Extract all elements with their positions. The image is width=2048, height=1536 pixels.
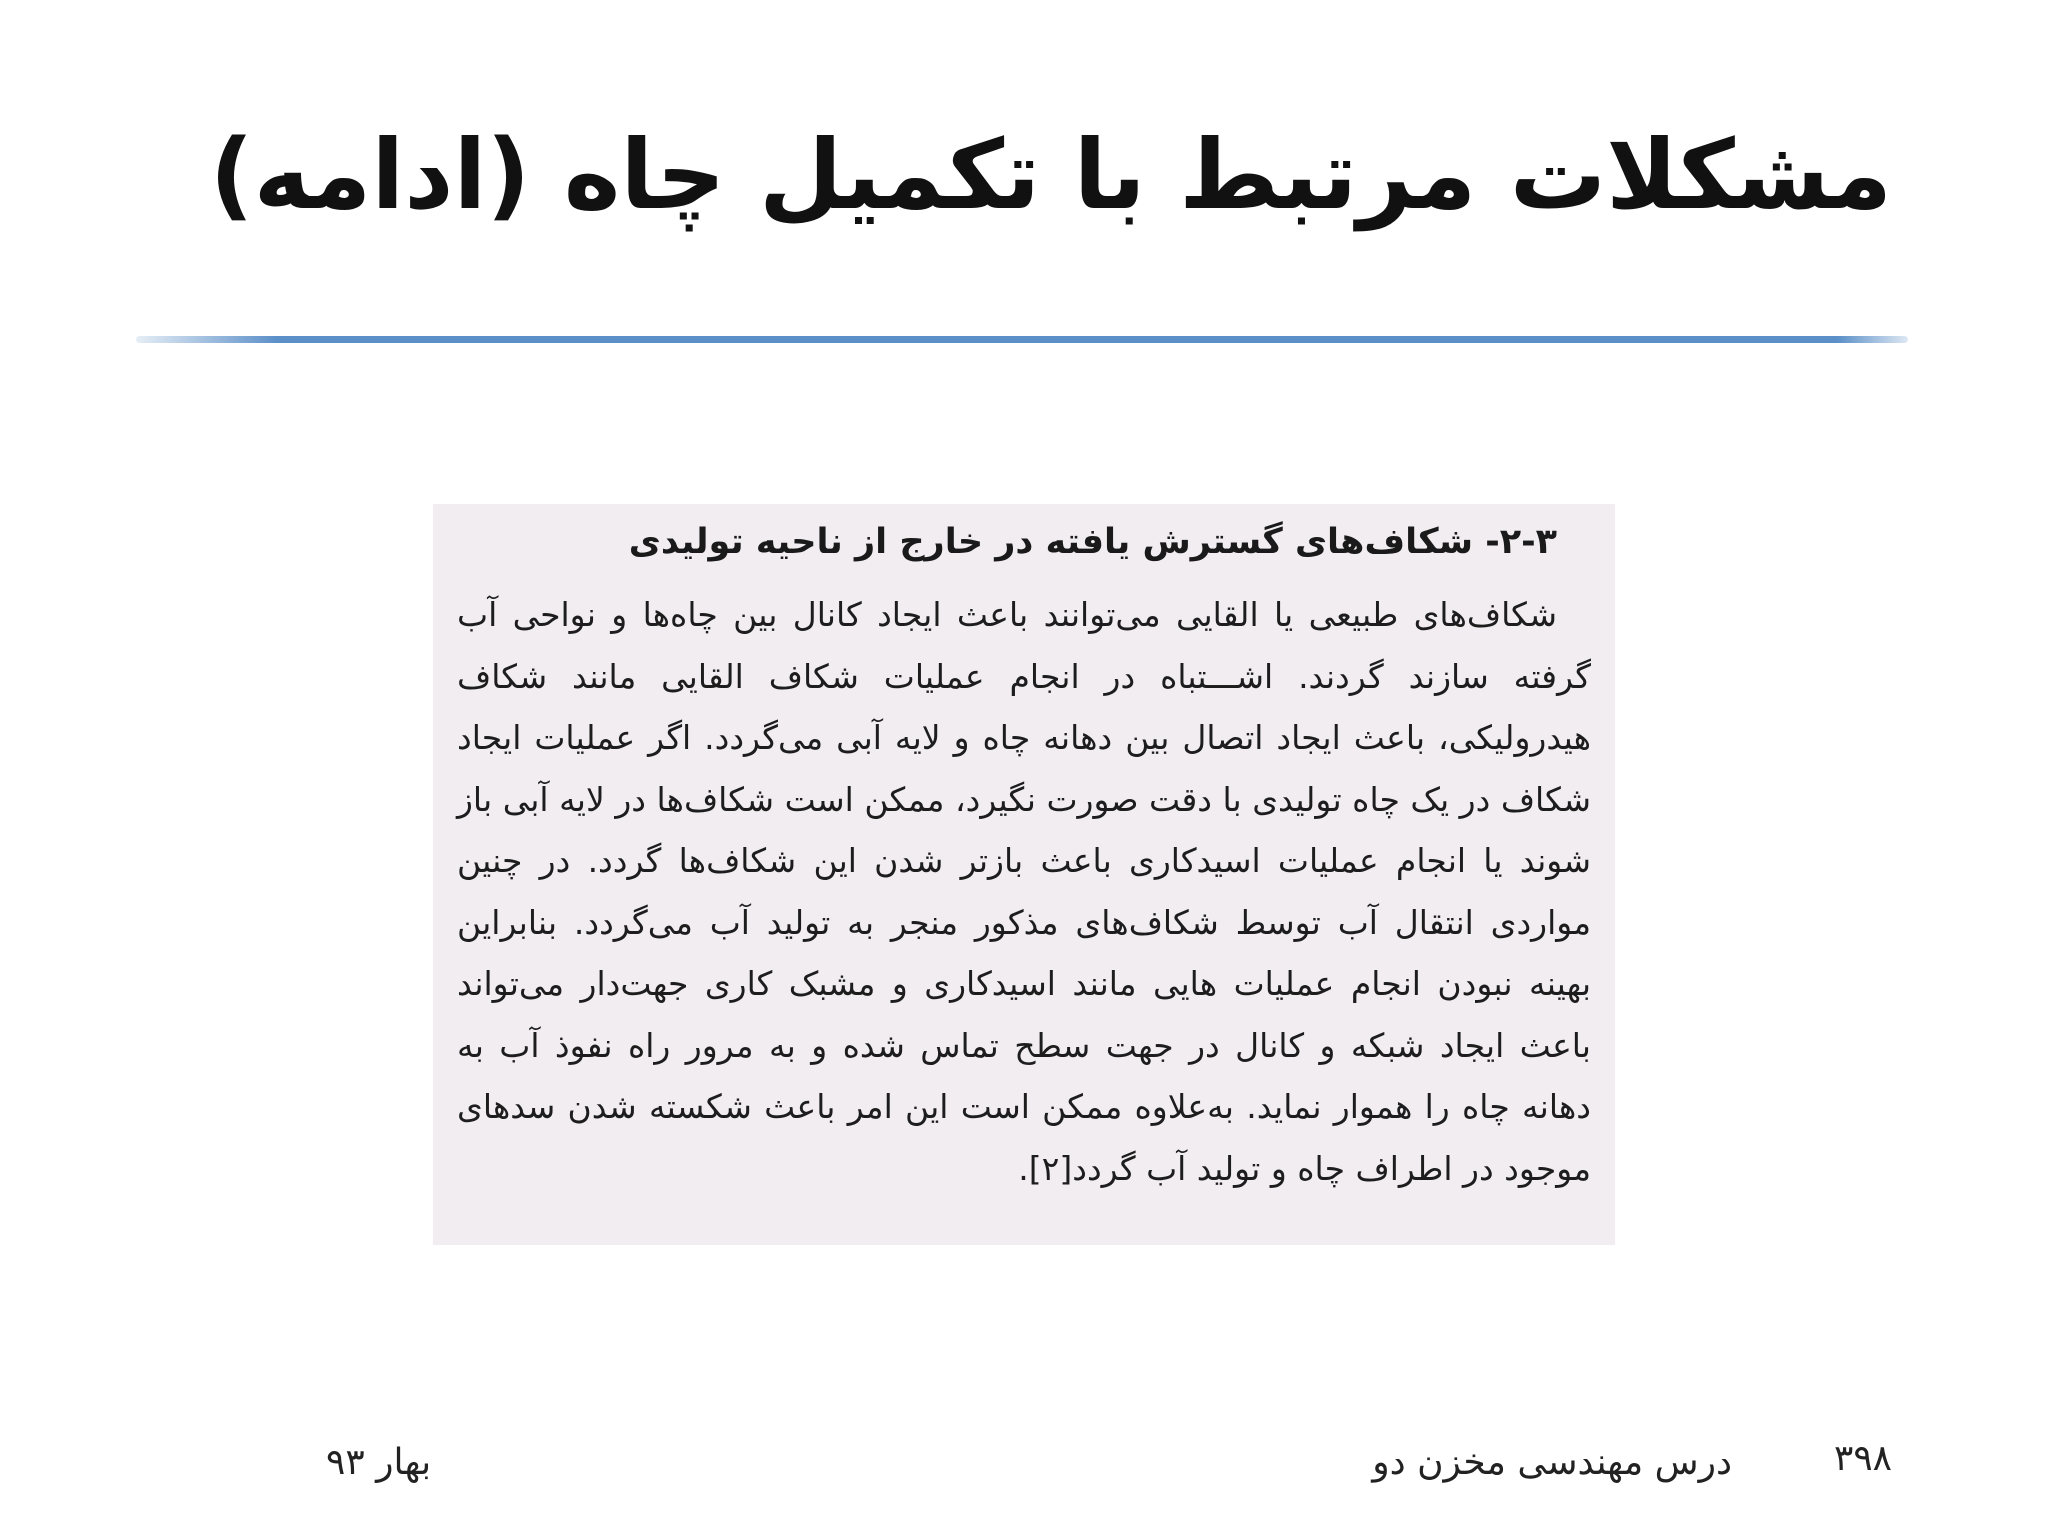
page-number: ۳۹۸ [1833, 1438, 1892, 1479]
semester-date: بهار ۹۳ [326, 1442, 432, 1483]
title-divider [136, 336, 1908, 343]
section-heading: ۲-۳- شکاف‌های گسترش یافته در خارج از ناحیه تولیدی [628, 522, 1557, 562]
content-box [433, 504, 1615, 1245]
slide-title: مشکلات مرتبط با تکمیل چاه (ادامه) [209, 119, 1892, 231]
body-paragraph: شکاف‌های طبیعی یا القایی می‌توانند باعث ایجاد کانال بین چاه‌ها و نواحی آب گرفته سازند گردند. اشـــتباه در انجام عملیات شکاف القایی مانند شکاف هیدرولیکی، باعث ایجاد اتصال بین دهانه چاه و لایه آبی می‌گردد. اگر عملیات ایجاد شکاف در یک چاه تولیدی با دقت صورت نگیرد، ممکن است شکاف‌ها در لایه آبی باز شوند یا انجام عملیات اسیدکاری باعث بازتر شدن این شکاف‌ها گردد. در چنین مواردی انتقال آب توسط شکاف‌های مذکور منجر به تولید آب می‌گردد. بنابراین بهینه نبودن انجام عملیات هایی مانند اسیدکاری و مشبک کاری جهت‌دار می‌تواند باعث ایجاد شبکه و کانال در جهت سطح تماس شده و به مرور راه نفوذ آب به دهانه چاه را هموار نماید. به‌علاوه ممکن است این امر باعث شکسته شدن سدهای موجود در اطراف چاه و تولید آب گردد[۲]. [457, 595, 1591, 1188]
course-name: درس مهندسی مخزن دو [1372, 1442, 1732, 1483]
